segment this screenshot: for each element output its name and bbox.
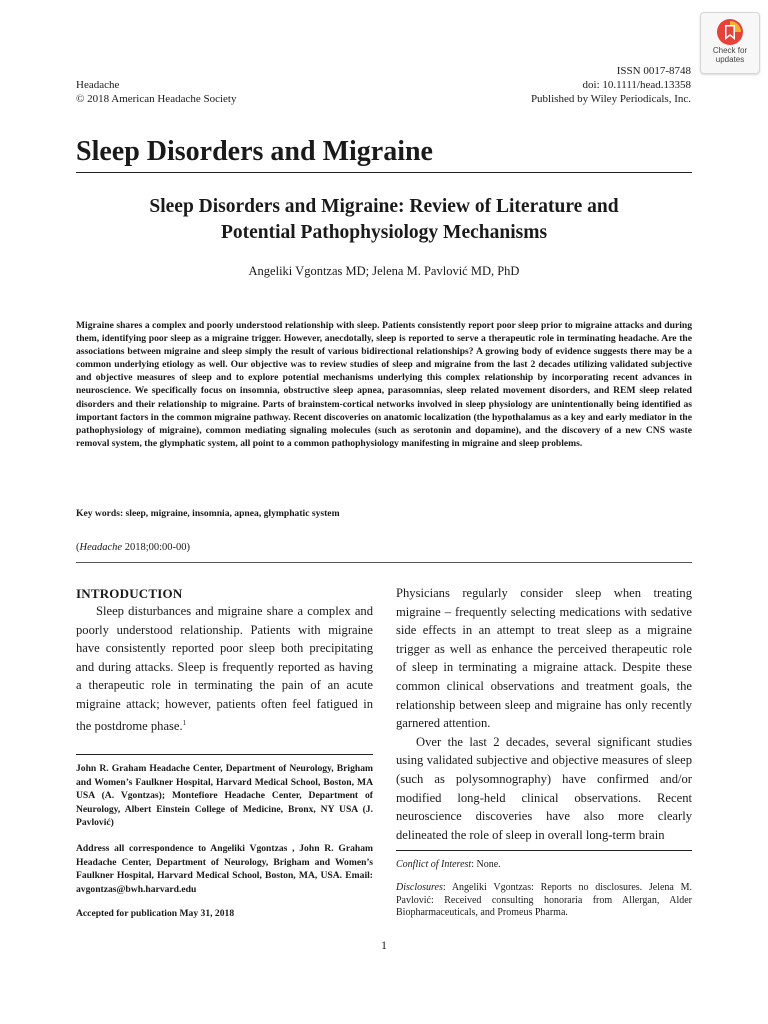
conflict-label: Conflict of Interest (396, 859, 472, 870)
keywords: Key words: sleep, migraine, insomnia, apnea, glymphatic system (76, 508, 340, 519)
introduction-body (76, 602, 373, 735)
affiliation-rule (76, 754, 373, 755)
right-column-body (396, 584, 692, 844)
badge-label-1: Check for (712, 46, 748, 55)
section-title: Sleep Disorders and Migraine (76, 136, 433, 167)
bookmark-check-icon (716, 18, 744, 46)
issn: ISSN 0017-8748 (616, 65, 691, 77)
journal-name: Headache (76, 79, 120, 91)
intro-paragraph (76, 602, 373, 735)
reference-1: 1 (182, 718, 187, 727)
disclosures-text: : Angeliki Vgontzas: Reports no disclosures. Jelena M. Pavlović: Received consulting honoraria from Allergan, Alder Biopharmaceuticals, and Promeus Pharma. (396, 882, 692, 918)
check-for-updates-badge[interactable] (700, 12, 760, 74)
citation-rule (76, 562, 692, 563)
title-rule (76, 172, 692, 173)
disclosures-label: Disclosures (396, 882, 443, 893)
citation (76, 542, 190, 553)
abstract: Migraine shares a complex and poorly understood relationship with sleep. Patients consistently report poor sleep prior to migraine attacks and during them, identifying poor sleep as a migraine trigger. However, anecdotally, sleep is reported to serve a therapeutic role in terminating headache. Are the associations between migraine and sleep simply the result of various bidirectional relationships? A growing body of evidence suggests there may be a common underlying etiology as well. Our objective was to review studies of sleep and migraine from the last 2 decades utilizing validated subjective and objective measures of sleep and to explore potential mechanisms underlying this complex relationship by incorporating recent advances in neuroscience. We specifically focus on insomnia, obstructive sleep apnea, parasomnias, sleep related movement disorders, and REM sleep related disorders and their relationship to migraine. Parts of brainstem-cortical networks involved in sleep physiology are unintentionally being identified as important factors in the common migraine pathway. Recent discoveries on anatomic localization (the hypothalamus as a key and early mediator in the pathophysiology of migraine), common mediating signaling molecules (such as serotonin and dopamine), and the discovery of a new CNS waste removal system, the glymphatic system, all point to a common pathophysiology manifesting in migraine and sleep problems. (76, 320, 692, 449)
publisher: Published by Wiley Periodicals, Inc. (530, 93, 691, 105)
article-title-line-2: Potential Pathophysiology Mechanisms (220, 222, 548, 243)
right-paragraph-1: Physicians regularly consider sleep when treating migraine – frequently selecting medications with sedative side effects in an attempt to treat sleep as a migraine trigger as well as enhance the perceived therapeutic role of sleep in terminating a migraine attack. Despite these common clinical observations and treatment goals, the relationship between sleep and migraine has only recently garnered attention. (396, 586, 692, 731)
doi: doi: 10.1111/head.13358 (582, 79, 691, 91)
citation-journal: Headache (79, 542, 123, 553)
copyright: © 2018 American Headache Society (76, 93, 237, 105)
right-paragraph-2: Over the last 2 decades, several significant studies using validated subjective and objective measures of sleep (such as polysomnography) have confirmed and/or modified long-held clinical observations. Recent neuroscience discoveries have also more clearly delineated the role of sleep in overall long-term brain (396, 734, 692, 842)
authors: Angeliki Vgontzas MD; Jelena M. Pavlović MD, PhD (248, 264, 520, 278)
correspondence: Address all correspondence to Angeliki Vgontzas , John R. Graham Headache Center, Department of Neurology, Brigham and Women’s Faulkner Hospital, Harvard Medical School, Boston, MA, USA. Email: avgontzas@bwh.harvard.edu (76, 843, 373, 895)
citation-rest: 2018;00:00-00) (122, 542, 191, 553)
introduction-heading: INTRODUCTION (76, 586, 183, 601)
intro-paragraph-text: Sleep disturbances and migraine share a complex and poorly understood relationship. Patients with migraine have consistently reported poor sleep both precipitating and during attacks. Sleep is frequently reported as having a therapeutic role in terminating the pain of an acute migraine attack; however, patients often feel fatigued in the postdrome phase. (76, 604, 373, 733)
article-title (76, 194, 692, 246)
conflict-text: : None. (471, 859, 501, 870)
affiliations: John R. Graham Headache Center, Department of Neurology, Brigham and Women’s Faulkner Hospital, Harvard Medical School, Boston, MA USA (A. Vgontzas); Montefiore Headache Center, Department of Neurology, Albert Einstein College of Medicine, Bronx, NY USA (J. Pavlović) (76, 763, 373, 829)
disclosures (396, 882, 692, 920)
conflict-of-interest (396, 859, 692, 872)
article-title-line-1: Sleep Disorders and Migraine: Review of Literature and (149, 196, 619, 217)
page-number: 1 (381, 938, 387, 952)
badge-label-2: updates (715, 55, 745, 64)
citation-open: ( (76, 542, 80, 553)
accepted-date: Accepted for publication May 31, 2018 (76, 908, 235, 919)
notes-rule (396, 850, 692, 851)
